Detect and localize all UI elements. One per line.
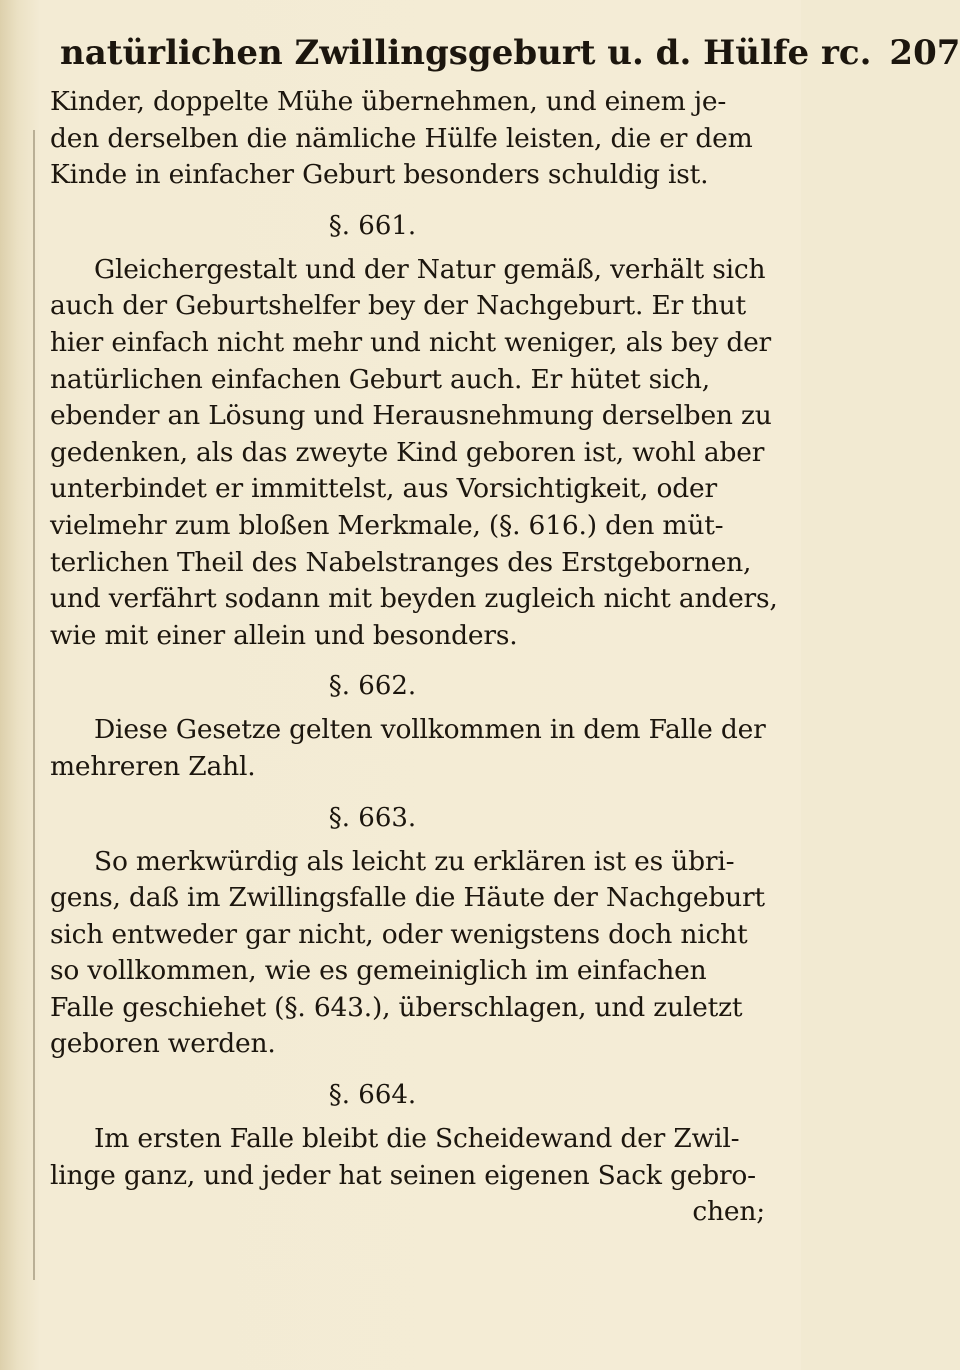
paragraph [50, 252, 785, 655]
text-line: hier einfach nicht mehr und nicht weniger, als bey der [50, 326, 772, 358]
text-line: ebender an Lösung und Herausnehmung derselben zu [50, 400, 772, 432]
text-line: gedenken, als das zweyte Kind geboren ist, wohl aber [50, 436, 765, 468]
text-line: mehreren Zahl. [50, 750, 256, 782]
text-line: Kinder, doppelte Mühe übernehmen, und einem je- [50, 86, 727, 117]
section-gap [50, 1063, 785, 1077]
text-line: Diese Gesetze gelten vollkommen in dem Falle der [94, 714, 766, 746]
text-line: geboren werden. [50, 1028, 276, 1060]
section-heading: §. 662. [328, 671, 417, 702]
section-heading: §. 664. [328, 1080, 417, 1111]
section-gap [50, 786, 785, 800]
text-line: vielmehr zum bloßen Merkmale, (§. 616.) den müt- [50, 509, 724, 541]
text-line: wie mit einer allein und besonders. [50, 619, 518, 651]
paragraph [50, 1121, 785, 1231]
text-line: gens, daß im Zwillingsfalle die Häute der Nachgeburt [50, 882, 765, 914]
text-line: auch der Geburtshelfer bey der Nachgeburt. Er thut [50, 290, 746, 322]
text-line: Im ersten Falle bleibt die Scheidewand der Zwil- [94, 1123, 740, 1155]
section-heading: §. 663. [328, 802, 417, 833]
text-line: Falle geschiehet (§. 643.), überschlagen, und zuletzt [50, 991, 743, 1023]
binding-edge [33, 130, 35, 1280]
text-line: sich entweder gar nicht, oder wenigstens doch nicht [50, 918, 748, 950]
text-line: So merkwürdig als leicht zu erklären ist es übri- [94, 845, 735, 877]
text-line: unterbindet er immittelst, aus Vorsichtigkeit, oder [50, 473, 717, 505]
text-line: und verfährt sodann mit beyden zugleich nicht anders, [50, 583, 778, 615]
text-line: terlichen Theil des Nabelstranges des Erstgebornen, [50, 546, 752, 578]
section-heading: §. 661. [328, 210, 417, 241]
paragraph [50, 712, 785, 785]
page-text [50, 28, 960, 1231]
paragraph [50, 84, 785, 194]
running-head [60, 28, 960, 84]
text-line: so vollkommen, wie es gemeiniglich im einfachen [50, 955, 707, 987]
text-line: Gleichergestalt und der Natur gemäß, verhält sich [94, 253, 766, 285]
text-line: linge ganz, und jeder hat seinen eigenen Sack gebro- [50, 1159, 756, 1191]
running-head-title: natürlichen Zwillingsgeburt u. d. Hülfe rc. [60, 33, 872, 73]
section-gap [50, 194, 785, 208]
body-content [50, 84, 785, 1231]
paragraph [50, 844, 785, 1064]
page-number: 207 [889, 33, 960, 73]
text-line: den derselben die nämliche Hülfe leisten, die er dem [50, 122, 753, 154]
text-line: Kinde in einfacher Geburt besonders schuldig ist. [50, 159, 709, 191]
section-gap [50, 654, 785, 668]
text-line: chen; [692, 1196, 765, 1228]
text-line: natürlichen einfachen Geburt auch. Er hütet sich, [50, 363, 711, 395]
